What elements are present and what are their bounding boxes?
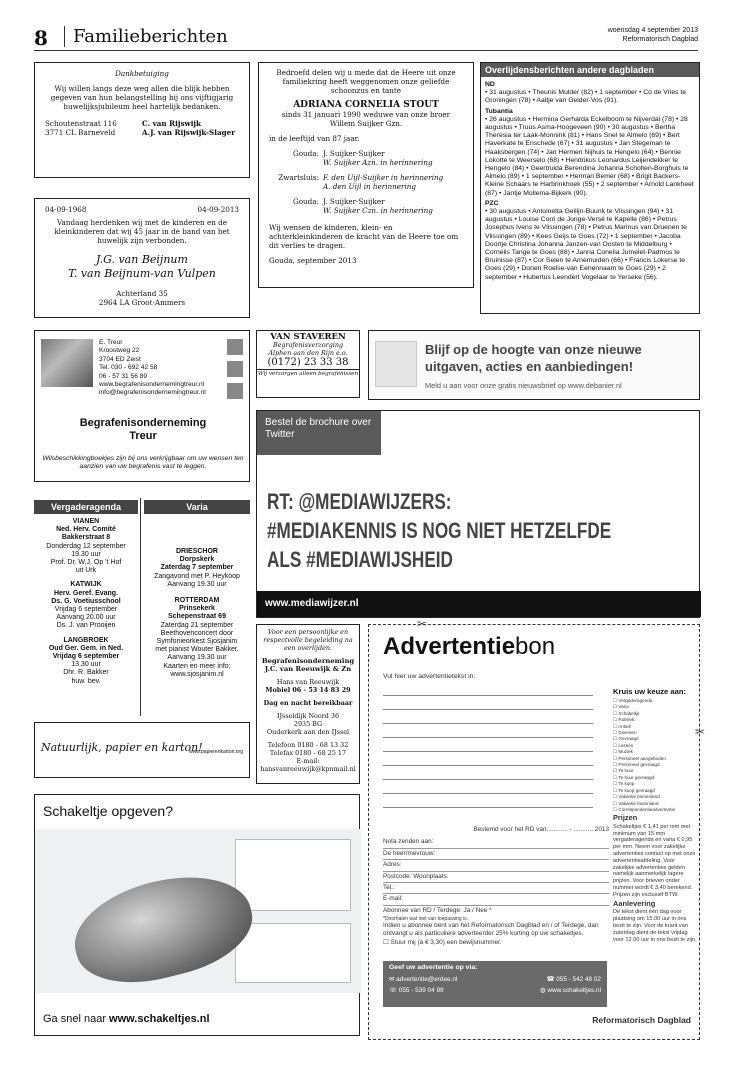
form-field[interactable]: Abonnee van RD / Terdege: Ja / Nee * [383,906,492,914]
prijzen-text: Schakeltjes € 1,41 per mm met minimum van 15 mm vergaderagenda en varia € 0,95 per mm. Neem voor zakelijke advertenties contact op met onze advertentieafdeling. Voor zakelijke advertenties gelden namelijk aanmerkelijk lagere prijzen. Voor brieven onder nummer wordt € 3,40 berekend. Prijzen zijn exclusief BTW. [613,823,696,898]
computer-mouse-image [64,861,262,998]
kruis-option[interactable]: ☐ Gevraagd [613,736,639,742]
papier-url[interactable]: www.papierenkarton.org [189,749,243,755]
column-divider [140,498,141,716]
papier-slogan: Natuurlijk, papier en karton! [41,741,203,754]
overlijden-name: ADRIANA CORNELIA STOUT [293,100,439,110]
web-row[interactable] [540,986,601,994]
agenda-org: Ned. Herv. Comité [56,526,116,534]
agenda-line: Ds. J. van Prooijen [56,622,116,630]
jubileum-name2: T. van Beijnum-van Vulpen [68,267,216,280]
tubantia-list: • 26 augustus • Hermina Gerharda Eckelboom te Nijverdal (78) • 28 augustus • Truus Asma-Hoogeveen (90) • 30 augustus • Bertha Theresia ter Laak-Monnink (81) • Hans Snel te Almelo (69) • Bert Haverkate te Enschede (67) • 31 augustus • Jan Stegeman te Haaksbergen (74) • Jan Hermen Nijhuis te Hengelo (64) • Bennie Lokotte te Weerselo (68) • Hendrikus Leonardus Leijendekker te Hengelo (84) • Geertruida Berendina Johanna Scholten-Borghuis te Almelo (89) • 1 september • Herman Bemer (68) • Brigit Backers-Kleine Schaars te Harbrinkhoek (55) • 2 september • Arnold Lankheet (87) • Jantje Mollema-Bijkerk (90). [485,115,694,197]
fax: 055 - 542 48 02 [556,976,601,983]
portrait-photo [41,339,93,387]
text-line[interactable] [383,793,593,794]
phone-icon: ☏ [389,987,399,994]
varia-org: Dorpskerk [179,556,215,564]
overlijden-ad [258,62,474,288]
agenda-line: Vrijdag 6 september [54,606,118,614]
treur-ad [34,330,250,482]
text-line[interactable] [383,807,593,808]
newsletter-icon [375,341,417,387]
dankbetuiging-title: Dankbetuiging [115,69,169,78]
dank-name1: C. van Rijswijk [142,119,202,128]
varia-line: Symfonieorkest Sjosjanim [156,638,238,646]
title-part: bon [515,633,556,660]
reeuwijk-email[interactable]: hansvanreeuwijk@kpnmail.nl [260,765,356,773]
staveren-logo: VAN STAVEREN [270,332,346,342]
contact-line: Kroostweg 22 [99,347,140,355]
header-paper: Reformatorisch Dagblad [622,36,698,43]
papier-ad [34,722,250,778]
tel: 055 - 539 04 99 [398,987,444,994]
jubileum-addr2: 2964 LA Groot-Ammers [98,298,186,307]
checkbox-icon[interactable]: ☐ [383,939,391,947]
overlijdens-title: Overlijdensberichten andere dagbladen [481,63,699,77]
mediawijzer-url[interactable]: www.mediawijzer.nl [257,591,701,617]
agenda-line: Prof. Dr. W.J. Op 't Hof [50,559,122,567]
sig-line: A. den Uijl in herinnering [323,182,417,191]
agenda-loc: Ds. G. Voetiusschool [51,597,121,605]
dank-addr2: 3771 CL Barneveld [45,128,116,137]
treur-title-line: Treur [129,430,157,442]
agenda-line: 13.30 uur [71,661,101,669]
reeuwijk-ad [256,624,360,784]
contact-panel [383,961,607,1007]
staveren-tel: (0172) 23 33 38 [267,357,349,368]
decor-square [227,383,243,399]
tel-row [389,986,444,994]
jubileum-ad [34,198,250,318]
varia-line: Aanvang 19.30 uur [167,654,227,662]
form-field[interactable]: Tel.: [383,883,609,894]
page-number: 8 [34,26,48,50]
sig-place: Gouda: [292,197,319,206]
treur-title [35,417,251,443]
text-line[interactable] [383,779,593,780]
slogan-line: #MEDIAKENNIS IS NOG NIET HETZELFDE [267,518,612,543]
varia-list [144,518,250,714]
contact-line: 3704 ED Zeist [99,355,141,363]
varia-line: Aanvang 19.30 uur [167,580,227,588]
form-field[interactable]: Postcode: Woonplaats: [383,872,609,883]
staveren-ad [256,330,360,398]
advertentiebon-form [368,617,705,1040]
banier-headline-line: Blijf op de hoogte van onze nieuwe [425,342,642,357]
contact-line: E. Treur [99,339,123,346]
kruis-title: Kruis uw keuze aan: [613,687,687,696]
agenda-line: Dhr. R. Bakker [63,669,109,677]
agenda-line: 19.30 uur [71,550,101,558]
brochure-tag: Bestel de brochure over Twitter [257,411,381,455]
web: www.schakeltjes.nl [547,987,601,994]
dankbetuiging-body: Wij willen langs deze weg allen die blijk hebben gegeven van hun belangstelling bij ons vijftigjarig huwelijksjubileum heel hartelijk bedanken. [50,84,234,111]
header-info [608,26,698,44]
calendar-widget [235,839,351,911]
varia-line: Zangavond met P. Heykoop [154,572,240,580]
reeuwijk-fax: Telefax 0180 - 68 25 17 [269,749,347,757]
agenda-item [34,581,138,630]
kruis-option[interactable]: ☐ Diversen [613,730,637,736]
reeuwijk-addr: IJsseldijk Noord 36 [276,712,340,720]
form-field[interactable]: E-mail: [383,894,609,905]
fax-icon: ☎ [546,976,557,983]
varia-line: Kaarten en meer info: [163,662,231,670]
treur-title-line: Begrafenisonderneming [79,417,207,429]
kruis-option[interactable]: ☐ Muziek [613,749,633,755]
varia-place: DRIESCHOR [175,548,218,555]
rd-logo: Reformatorisch Dagblad [592,1015,691,1025]
reeuwijk-person: Hans van Reeuwijk [276,678,340,686]
date-right: 04-09-2013 [197,205,239,214]
kruis-option[interactable]: ☐ Personeel aangeboden [613,755,666,761]
dank-addr1: Schoutenstraat 116 [45,119,117,128]
sig-place: Zwartsluis: [278,173,319,182]
bon-sub: Vul hier uw advertentietekst in: [383,673,476,680]
email: advertentie@erdee.nl [396,976,458,983]
kruis-option[interactable]: ☐ Personeel gevraagd [613,762,660,768]
bewijs-checkbox-row[interactable] [383,938,609,948]
overlijden-closing: Wij wensen de kinderen, klein- en achterkleinkinderen de kracht van de Heere toe om dit verlies te dragen. [269,223,459,250]
sig-line: J. Suijker-Suijker [323,197,385,206]
treur-contact [99,339,206,398]
slogan-line: RT: @MEDIAWIJZERS: [267,489,452,514]
schakeltje-url[interactable]: www.schakeltjes.nl [109,1013,210,1025]
website-screenshot [35,829,361,993]
agenda-place: VIANEN [72,518,100,525]
schakeltje-title [43,803,173,819]
kruis-option[interactable]: ☐ Vakantie binnenland [613,794,660,800]
mediawijzer-ad[interactable] [256,410,700,618]
reeuwijk-tel: Telefoon 0180 - 68 13 32 [267,741,349,749]
agenda-header: Vergaderagenda [34,500,138,514]
agenda-place: KATWIJK [70,581,102,589]
pzc-list: • 30 augustus • Antoinetta Geilijn-Buunk te Vlissingen (94) • 31 augustus • Louise Corri de Jonge-Versé te Kapelle (86) • Petrus Josephus Ivens te Vlissingen (78) • Petrus Marinus van Druenen te Vlissingen (89) • Kees Geijs te Goes (72) • 1 september • Jacoba Doortje Christina Johanna Janzen-van Oosten te Middelburg • Cornelis Tange te Goes (88) • Janna Conelia Jumelet-Padmos te Bruinisse (87) • Cor Selen te Arnemuiden (66) • Francis Lokerse te Goes (29) • Dorien Roelse-van Eenennaam te Goes (29) • 2 september • Hubertus Leendert Vogelaar te Yerseke (56). [485,208,687,281]
kruis-list[interactable] [613,698,697,813]
varia-line: met pianist Wouter Bakker. [155,646,239,654]
kruis-option[interactable]: ☐ Lessen [613,742,634,748]
sig-line: W. Suijker Czn. in herinnering [323,206,433,215]
scissors-icon: ✂ [694,725,705,739]
kruis-option[interactable]: ☐ Te koop [613,781,635,787]
jubileum-addr1: Achterland 35 [116,289,168,298]
dank-name2: A.J. van Rijswijk-Slager [142,128,235,137]
kruis-option[interactable]: ☐ Schakeltje [613,710,640,716]
reeuwijk-zip: 2935 BG [293,720,323,728]
overlijden-age: in de leeftijd van 87 jaar. [269,134,360,143]
reeuwijk-email-label: E-mail: [296,757,320,765]
banier-headline [425,341,642,375]
prijzen-block [613,813,697,943]
contact-line: 06 - 57 31 56 89 [99,372,148,380]
kruis-option[interactable]: ☐ Vakantie buitenland [613,800,659,806]
scissors-icon: ✂ [417,617,428,631]
contact-line: www.begrafenisondernemingtreur.nl [99,381,205,389]
agenda-line: uit Urk [75,567,97,575]
bon-title [383,633,555,661]
globe-icon: ◍ [540,987,548,994]
text-line[interactable] [383,723,593,724]
aanlevering-title: Aanlevering [613,898,656,908]
schakeltje-footer [43,1013,210,1025]
banier-ad[interactable] [368,330,700,400]
decor-square [227,339,243,355]
slogan-line: ALS #MEDIAWIJSHEID [267,547,453,572]
jubileum-name1: J.G. van Beijnum [96,253,188,266]
staveren-place: Alphen aan den Rijn e.o. [268,349,348,357]
section-title: Familieberichten [64,26,228,47]
signature [269,173,463,191]
agenda-line: Aanvang 20.00 uur [56,614,116,622]
text-line[interactable] [383,765,593,766]
sig-line: J. Suijker-Suijker [323,149,385,158]
title-part: opgeven? [107,803,173,819]
reeuwijk-name: Begrafenisonderneming J.C. van Reeuwijk & Zn [261,657,355,673]
staveren-footer: Wij verzorgen alleen begrafenissen [257,371,359,377]
reeuwijk-city: Ouderkerk aan den IJssel [266,728,350,736]
geef-title: Geef uw advertentie op via: [389,964,478,971]
text-line[interactable] [383,709,593,710]
contact-line: info@begrafenisondernemingtreur.nl [99,389,206,397]
email-row[interactable] [389,975,457,983]
varia-loc: Schepenstraat 69 [168,613,226,621]
overlijden-intro: Bedroefd delen wij u mede dat de Heere uit onze familiekring heeft weggenomen onze geliefde schoonzus en tante [276,68,456,95]
varia-line: www.sjosjanim.nl [170,670,224,678]
header-date: woensdag 4 september 2013 [607,27,698,34]
overlijdens-overview [480,62,700,314]
varia-place: ROTTERDAM [174,597,220,605]
agenda-loc: Vrijdag 6 september [52,653,120,661]
text-line[interactable] [383,751,593,752]
kruis-option[interactable]: ☐ Correspondentieadvertentie [613,806,676,812]
reeuwijk-service: Dag en nacht bereikbaar [263,699,353,707]
schakeltje-ad[interactable] [34,794,360,1036]
bewijs-label: Stuur mij (à € 3,30) een bewijsnummer. [390,939,502,947]
reeuwijk-mobile: Mobiel 06 - 53 14 83 29 [265,686,351,694]
treur-footer: Wilsbeschikkingboekjes zijn bij ons verkrijgbaar om uw wensen ten aanzien van uw begrafenis vast te leggen. [42,455,244,470]
signature [269,197,463,215]
kruis-option[interactable]: ☐ Te koop gevraagd [613,787,655,793]
bon-fields [383,825,609,949]
agenda-line: Donderdag 12 september [46,542,126,550]
decor-square [227,361,243,377]
signature [269,149,463,167]
form-field[interactable]: Adres: [383,860,609,871]
fax-row [546,975,601,983]
varia-loc: Zaterdag 7 september [160,564,234,572]
aanlevering-text: De tekst dient één dag voor plaatsing om 15.00 uur in ons bezit te zijn. Voor de krant van zaterdag dient de tekst vrijdag voor 12.00 uur in ons bezit te zijn. [613,909,697,943]
dankbetuiging-ad [34,62,250,178]
reeuwijk-intro: Voor een persoonlijke en respectvolle begeleiding na een overlijden. [263,628,353,652]
contact-line: Tel. 030 - 692 42 58 [99,364,158,372]
kruis-option[interactable]: ☐ Te huur gevraagd [613,774,655,780]
overlijden-since: sinds 31 januari 1990 weduwe van onze broer Willem Suijker Gzn. [281,110,451,128]
footer-part: Ga snel naar [43,1013,110,1025]
mediawijzer-slogan [267,487,688,574]
bon-note: *Doorhalen wat niet van toepassing is. [383,916,469,923]
date-left: 04-09-1968 [45,205,87,214]
paper-label-pzc: PZC [485,199,499,207]
varia-org: Prinsekerk [179,605,215,613]
agenda-loc: Bakkerstraat 8 [61,534,111,542]
banier-headline-line: uitgaven, acties en aanbiedingen! [425,359,634,374]
form-widget [235,923,351,983]
kruis-options [613,687,697,813]
paper-label-tubantia: Tubantia [485,107,513,115]
agenda-item [34,518,138,575]
title-part: Schakeltje [43,803,108,819]
sig-line: F. den Uijl-Suijker in herinnering [323,173,444,182]
varia-line: Zaterdag 21 september [160,621,234,629]
kruis-option[interactable]: ☐ Antiek [613,723,631,729]
paper-label-nd: ND [485,81,495,88]
text-line[interactable] [383,695,593,696]
agenda-org: Oud Ger. Gem. in Ned. [48,644,124,652]
banier-sub: Meld u aan voor onze gratis nieuwsbrief op www.debanier.nl [425,381,622,390]
nd-list: • 31 augustus • Theunis Mulder (82) • 1 september • Co de Vries te Groningen (78) • Aaltje van Gelder-Vos (91). [485,89,687,105]
varia-header: Varia [144,500,250,514]
title-part: Advertentie [383,633,516,660]
jubileum-body: Vandaag herdenken wij met de kinderen en de kleinkinderen dat wij 45 jaar in de band van het huwelijk zijn verbonden. [54,218,230,245]
agenda-item [34,637,138,686]
kruis-option[interactable]: ☐ Vergaderagenda [613,698,653,703]
staveren-sub: Begrafenisverzorging [272,341,344,349]
agenda-place: LANGBROEK [63,636,109,644]
agenda-line: huw. bev. [71,677,101,685]
prijzen-title: Prijzen [613,813,638,822]
form-field[interactable]: Nota zenden aan: [383,837,609,848]
kruis-option[interactable]: ☐ Varia [613,704,629,710]
overlijden-place-date: Gouda, september 2013 [269,256,357,265]
varia-item [144,548,250,589]
agenda-list [34,518,138,696]
text-line[interactable] [383,737,593,738]
bestemd-field[interactable]: Bestemd voor het RD van:........... - ........... 2013 [473,826,609,833]
mail-icon: ✉ [389,976,397,983]
agenda-org: Herv. Geref. Evang. [53,589,119,597]
sig-place: Gouda: [292,149,319,158]
kruis-option[interactable]: ☐ Rubriek: [613,717,636,723]
bon-korting: Indien u abonnee bent van het Reformatorisch Dagblad en / of Terdege, dan ontvangt u als particuliere adverteerder 25% korting op uw schakeltjes. [383,922,599,938]
sig-line: W. Suijker Azn. in herinnering [323,158,433,167]
form-field[interactable]: De heer/mevrouw: [383,849,609,860]
header-rule [34,50,698,51]
varia-line: Beethovenconcert door [160,629,234,637]
kruis-option[interactable]: ☐ Te huur [613,768,634,774]
varia-item [144,597,250,679]
